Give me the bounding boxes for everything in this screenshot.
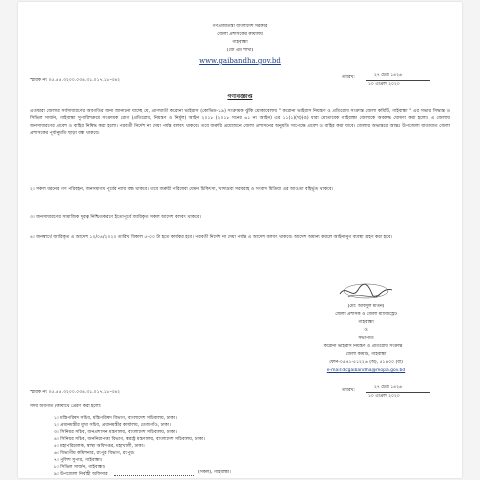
- letterhead-website-link[interactable]: www.gaibandha.gov.bd: [199, 57, 281, 65]
- signatory-district: গাইবান্ধা: [358, 320, 374, 325]
- notice-paragraph-2: ২। সকল ধরনের গণ পরিবহন, জনসমাগম পূর্বের ন্যায় বন্ধ থাকবে। তবে জরুরী পরিষেবা যেমন চিকিৎসা, খাদ্যদ্রব্য সরবরাহ ও সংবাদ মিডিয়া এর আওতা বহির্ভূত থাকবে।: [30, 187, 334, 192]
- signatory-committee-line2: জেলা কমিটি, গাইবান্ধা: [345, 352, 387, 357]
- distribution-item: ৬। বিভাগীয় কমিশনার, রংপুর বিভাগ, রংপুর।: [54, 451, 135, 456]
- signatory-committee-line1: করোনা ভাইরাস নিয়ন্ত্রণ ও প্রতিরোধ সংক্রান্ত: [323, 344, 403, 349]
- signature-image: [336, 280, 396, 302]
- memo-reference: স্মারক নং ০৫.৫৫.৩২০০.০৩৪.৩১.০১৭.১৮-৩৪২: [30, 78, 121, 83]
- distribution-item: ২। প্রধানমন্ত্রীর মুখ্য সচিব, প্রধানমন্ত্রীর কার্যালয়, তেজগাঁও, ঢাকা।: [54, 423, 171, 428]
- distribution-item-suffix: (সকল), গাইবান্ধা।: [198, 470, 231, 475]
- notice-title: গণবিজ্ঞপ্তি: [227, 94, 253, 100]
- notice-paragraph-3: ৩। জনসাধারণের সামাজিক দূরত্ব নিশ্চিতকরণে ইতোপূর্বে জারিকৃত সকল আদেশ বলবৎ থাকবে।: [30, 215, 201, 220]
- signatory-phone: ফোন-০৫৪১-৫১২২৬ (অ), ৫১৪০০ (বা): [329, 360, 403, 365]
- letterhead-government: গণপ্রজাতন্ত্রী বাংলাদেশ সরকার: [212, 24, 268, 29]
- distribution-item: ১। মন্ত্রিপরিষদ সচিব, মন্ত্রিপরিষদ বিভাগ, বাংলাদেশ সচিবালয়, ঢাকা।: [54, 416, 177, 421]
- distribution-item: ৮। সিভিল সার্জন, গাইবান্ধা।: [54, 465, 106, 470]
- memo2-date-label: তারিখ:: [342, 388, 355, 393]
- distribution-item: ৪। সিনিয়র সচিব, জননিরাপত্তা বিভাগ, স্বরাষ্ট্র মন্ত্রণালয়, বাংলাদেশ সচিবালয়, ঢাকা।: [54, 437, 205, 442]
- distribution-item: ৭। পুলিশ সুপার, গাইবান্ধা।: [54, 458, 103, 463]
- letterhead-district: গাইবান্ধা: [232, 40, 248, 45]
- letterhead-section: (জে এম শাখা): [226, 48, 254, 53]
- signatory-role: সভাপতি: [358, 336, 374, 341]
- memo2-reference: স্মারক নং ০৫.৫৫.৩২০০.০৩৪.৩১.০১৭.১৮-৩৪২: [30, 390, 121, 395]
- signatory-email-link[interactable]: e-mail:dcgaibandha@mopa.gov.bd: [326, 368, 406, 373]
- letterhead-office: জেলা প্রশাসকের কার্যালয়: [217, 32, 263, 37]
- memo-date-label: তারিখ:: [342, 75, 355, 80]
- signatory-name: (মো: আবদুল মতিন): [347, 304, 385, 309]
- memo-date-bangla: ২৭ চৈত্র ১৪২৬: [374, 73, 402, 78]
- memo2-date-divider: [366, 392, 430, 393]
- memo-date-divider: [366, 80, 430, 81]
- memo2-date-bangla: ২৭ চৈত্র ১৪২৬: [374, 385, 402, 390]
- distribution-title: সদয় অবগতি /কার্যার্থে প্রেরণ করা হলো:: [30, 404, 102, 409]
- document-page: [18, 2, 462, 478]
- distribution-item: ৫। মহাপরিচালক, স্বাস্থ্য অধিদপ্তর, মহাখালী, ঢাকা।: [54, 444, 145, 449]
- memo-date-english: ১০ এপ্রিল ২০২০: [368, 82, 400, 87]
- signatory-conjunction: ও: [364, 328, 368, 333]
- notice-paragraph-1: এতদ্বারা জেলার সর্বসাধারণের অবগতির জন্য জানানো যাচ্ছে যে, প্রাণঘাতী করোনা ভাইরাস (কোভিড-১৯) সংক্রামক ঝুঁকি মোকাবেলায় " করোনা ভাইরাস নিয়ন্ত্রণ ও প্রতিরোধ সংক্রান্ত জেলা কমিটি, গাইবান্ধা " এর সভার সিদ্ধান্ত ও সিভিল সার্জন, গাইবান্ধা সুপারিশক্রমে সংক্রামক রোগ (প্রতিরোধ, নিয়ন্ত্রণ ও নির্মূল) আইন ২০১৮ (২০১৮ সনের ৬১ নং আইন) এর ১১(১)(খ)(ঙ) ধারা মোতাবেক গাইবান্ধা জেলাকে অবরুদ্ধ ঘোষণা করা হলো। এ জেলায় জনসাধারণের প্রবেশ ও বাহির নিষিদ্ধ করা হলো। পরবর্তী নির্দেশ না দেয়া পর্যন্ত বলবৎ থাকবে। তবে জরুরি প্রয়োজনে জেলা প্রশাসনের অনুমতি সাপেক্ষে প্রবেশ ও বাহির করা যাবে। জেলার অভ্যন্তরে আন্তঃ উপজেলা যাতায়াত জেলা প্রশাসকের পূর্বানুমতি ছাড়া বন্ধ থাকবে।: [30, 109, 450, 137]
- distribution-item: ৯। উপজেলা নির্বাহী অফিসার: [54, 472, 108, 477]
- signatory-designation: জেলা প্রশাসক ও জেলা ম্যাজিস্ট্রেট: [335, 312, 397, 317]
- notice-paragraph-4: ৪। জনস্বার্থে জারিকৃত এ আদেশ ১০/০৪/২০২০ তারিখ বিকাল ৫-০০ টা হতে কার্যকর হবে। পরবর্তী নির্দেশ না দেয়া পর্যন্ত এ আদেশ বলবৎ থাকবে। আদেশ অমান্য করলে আইনানুগ ব্যবস্থা গ্রহণ করা হবে।: [30, 235, 393, 240]
- distribution-blank-line: [114, 475, 194, 476]
- distribution-item: ৩। সিনিয়র সচিব, জনপ্রশাসন মন্ত্রণালয়, বাংলাদেশ সচিবালয়, ঢাকা।: [54, 430, 177, 435]
- memo2-date-english: ১০ এপ্রিল ২০২০: [368, 394, 400, 399]
